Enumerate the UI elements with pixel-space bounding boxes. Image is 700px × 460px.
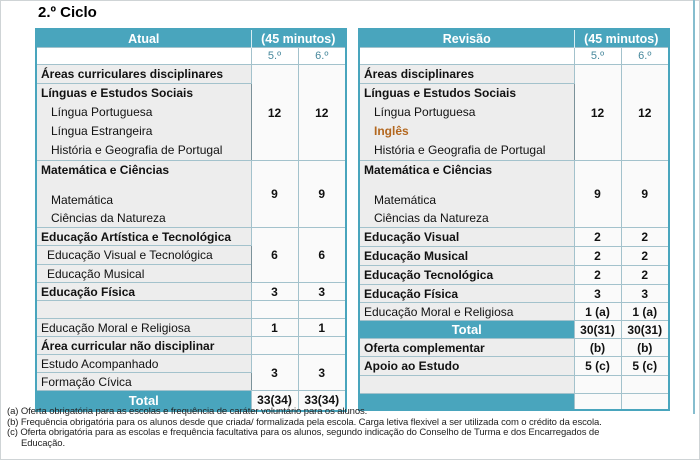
row-label-ed-musical: Educação Musical	[359, 247, 574, 266]
table-row	[359, 161, 669, 228]
row-label-estudo-acompanhado: Estudo Acompanhado	[36, 355, 251, 373]
blank-row	[359, 376, 669, 394]
table-row	[36, 228, 346, 246]
row-label-ed-moral: Educação Moral e Religiosa	[359, 303, 574, 321]
table-row	[359, 228, 669, 247]
row-label-matematica-ciencias: Matemática e Ciências	[41, 163, 170, 177]
value-cell: 9	[251, 161, 298, 228]
table-row	[36, 161, 346, 228]
table-row	[36, 283, 346, 301]
total-label: Total	[359, 321, 574, 339]
row-label-formacao-civica: Formação Cívica	[36, 373, 251, 391]
row-label-linguas: Línguas e Estudos Sociais	[41, 86, 194, 100]
total-label: Total	[36, 391, 251, 411]
empty-cell	[298, 337, 346, 355]
row-label-lingua-estrangeira: Língua Estrangeira	[51, 124, 153, 138]
row-label-matematica: Matemática	[374, 193, 437, 207]
value-cell: 6	[251, 228, 298, 283]
value-cell: 1 (a)	[621, 303, 669, 321]
column-6: 6.º	[621, 48, 669, 65]
row-label-linguas-block	[359, 84, 574, 161]
row-label-ed-visual-tec: Educação Visual e Tecnológica	[36, 246, 251, 265]
row-label-lingua-portuguesa: Língua Portuguesa	[374, 105, 476, 119]
value-cell: 2	[621, 247, 669, 266]
value-cell: 12	[574, 65, 621, 161]
table-row	[359, 357, 669, 376]
row-label-matematica-block	[36, 161, 251, 228]
total-value: 30(31)	[621, 321, 669, 339]
row-label-areas: Áreas disciplinares	[359, 65, 574, 84]
page-edge-line	[693, 0, 695, 414]
column-6: 6.º	[298, 48, 346, 65]
empty-cell	[298, 301, 346, 319]
table-duration: (45 minutos)	[574, 29, 669, 48]
value-cell: 9	[574, 161, 621, 228]
page-title: 2.º Ciclo	[38, 4, 97, 21]
row-label-ciencias: Ciências da Natureza	[374, 211, 489, 225]
empty-cell	[359, 376, 574, 394]
value-cell: 3	[574, 285, 621, 303]
table-row	[359, 65, 669, 84]
value-cell: 2	[574, 266, 621, 285]
empty-cell	[36, 301, 251, 319]
footnote-c: (c) Oferta obrigatória para as escolas e frequência facultativa para os alunos, segundo indicação do Conselho de Turma e dos Encarregados de	[7, 427, 600, 438]
footnotes	[7, 407, 697, 449]
value-cell: 3	[621, 285, 669, 303]
value-cell: 1 (a)	[574, 303, 621, 321]
table-row	[359, 303, 669, 321]
row-label-ed-visual: Educação Visual	[359, 228, 574, 247]
table-row	[36, 355, 346, 373]
empty-cell	[251, 337, 298, 355]
total-row	[359, 321, 669, 339]
value-cell: 1	[298, 319, 346, 337]
row-label-ed-fisica: Educação Física	[36, 283, 251, 301]
value-cell: (b)	[574, 339, 621, 357]
row-label-matematica-ciencias: Matemática e Ciências	[364, 163, 493, 177]
total-value: 33(34)	[298, 391, 346, 411]
table-header	[36, 29, 346, 48]
footnote-a: (a) Oferta obrigatória para as escolas e frequência de caráter voluntário para os alunos.	[7, 406, 368, 417]
row-label-ed-artistica: Educação Artística e Tecnológica	[36, 228, 251, 246]
table-row	[359, 285, 669, 303]
footnote-b: (b) Frequência obrigatória para os alunos desde que criada/ formalizada pela escola. Carga letiva flexivel a ser utilizada com o crédito da escola.	[7, 416, 602, 428]
value-cell: 5 (c)	[574, 357, 621, 376]
row-label-ed-fisica: Educação Física	[359, 285, 574, 303]
row-label-ed-moral: Educação Moral e Religiosa	[36, 319, 251, 337]
row-label-ed-musical: Educação Musical	[36, 265, 251, 283]
table-revisao	[358, 28, 670, 411]
table-header	[359, 29, 669, 48]
empty-cell	[251, 301, 298, 319]
value-cell: 9	[298, 161, 346, 228]
row-label-matematica-block	[359, 161, 574, 228]
value-cell: 2	[574, 228, 621, 247]
table-row	[359, 339, 669, 357]
blank-row	[36, 301, 346, 319]
value-cell: 6	[298, 228, 346, 283]
value-cell: (b)	[621, 339, 669, 357]
column-5: 5.º	[251, 48, 298, 65]
table-row	[359, 247, 669, 266]
column-5: 5.º	[574, 48, 621, 65]
value-cell: 3	[298, 355, 346, 391]
table-title: Revisão	[359, 29, 574, 48]
row-label-lingua-portuguesa: Língua Portuguesa	[51, 105, 153, 119]
value-cell: 3	[251, 283, 298, 301]
value-cell: 9	[621, 161, 669, 228]
total-value: 30(31)	[574, 321, 621, 339]
table-title: Atual	[36, 29, 251, 48]
row-label-matematica: Matemática	[51, 193, 114, 207]
row-label-areas: Áreas curriculares disciplinares	[36, 65, 251, 84]
value-cell: 2	[621, 228, 669, 247]
table-row	[36, 337, 346, 355]
grade-columns-row	[359, 48, 669, 65]
value-cell: 3	[298, 283, 346, 301]
row-label-area-nao-disciplinar: Área curricular não disciplinar	[36, 337, 251, 355]
row-label-ciencias: Ciências da Natureza	[51, 211, 166, 225]
row-label-linguas: Línguas e Estudos Sociais	[364, 86, 517, 100]
row-label-ingles: Inglês	[374, 124, 409, 138]
row-label-linguas-block	[36, 84, 251, 161]
empty-cell	[574, 376, 621, 394]
value-cell: 3	[251, 355, 298, 391]
value-cell: 12	[251, 65, 298, 161]
table-row	[36, 65, 346, 84]
value-cell: 12	[298, 65, 346, 161]
row-label-apoio-ao-estudo: Apoio ao Estudo	[359, 357, 574, 376]
grade-columns-row	[36, 48, 346, 65]
empty-cell	[36, 48, 251, 65]
value-cell: 12	[621, 65, 669, 161]
row-label-historia: História e Geografia de Portugal	[374, 143, 546, 157]
row-label-oferta-complementar: Oferta complementar	[359, 339, 574, 357]
total-value: 33(34)	[251, 391, 298, 411]
value-cell: 2	[621, 266, 669, 285]
empty-cell	[621, 376, 669, 394]
footnote-c-continuation: Educação.	[21, 437, 65, 449]
table-atual	[35, 28, 347, 412]
empty-cell	[359, 48, 574, 65]
value-cell: 5 (c)	[621, 357, 669, 376]
table-row	[359, 266, 669, 285]
row-label-ed-tecnologica: Educação Tecnológica	[359, 266, 574, 285]
row-label-historia: História e Geografia de Portugal	[51, 143, 223, 157]
table-duration: (45 minutos)	[251, 29, 346, 48]
table-row	[36, 319, 346, 337]
value-cell: 1	[251, 319, 298, 337]
value-cell: 2	[574, 247, 621, 266]
